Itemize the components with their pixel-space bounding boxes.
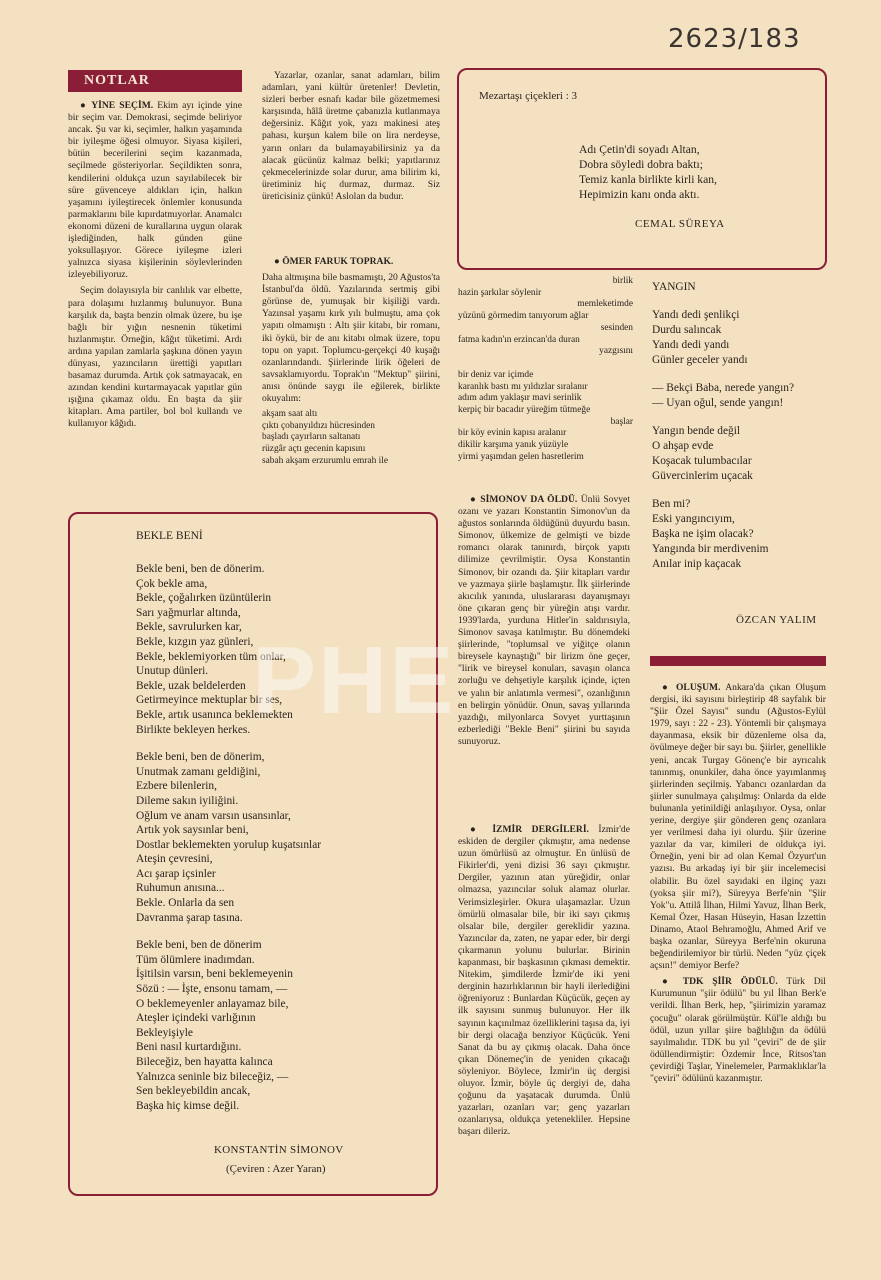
poem-line: Anılar inip kaçacak <box>652 558 742 570</box>
poem-line: Unutmak zamanı geldiğini, <box>136 765 261 778</box>
poem-line: Bekleyişiyle <box>136 1026 193 1039</box>
bullet-icon: ● <box>470 494 481 505</box>
poem-line: — Bekçi Baba, nerede yangın? <box>652 382 795 394</box>
mektup-line: sabah akşam erzurumlu emrah ile <box>262 455 388 466</box>
poem-line: Bekle beni, ben de dönerim <box>136 939 262 952</box>
bullet-icon: ● <box>662 976 683 988</box>
poem-line: Birlikte bekleyen herkes. <box>136 723 251 736</box>
mektup-line: sesinden <box>600 322 633 333</box>
yangin-poem <box>652 280 827 585</box>
mektup-line: başladı çayırların saltanatı <box>262 432 361 443</box>
mezartasi-author: CEMAL SÜREYA <box>635 218 725 230</box>
mektup-line: yirmi yaşımdan gelen hasretlerim <box>458 451 584 462</box>
poem-line: Yangında bir merdivenim <box>652 543 769 555</box>
poem-line: Temiz kanla birlikte kirli kan, <box>579 173 717 186</box>
poem-line: Yangın bende değil <box>652 425 741 437</box>
poem-line: Unutup dünleri. <box>136 665 209 678</box>
mektup-line: bir deniz var içimde <box>458 369 534 380</box>
poem-line: Ateşler içindeki varlığının <box>136 1012 256 1025</box>
bullet-icon: ● <box>662 682 676 693</box>
poem-line: Ruhumun anısına... <box>136 882 225 895</box>
mektup-poem-start <box>262 409 440 467</box>
bullet-icon: ● <box>274 256 283 267</box>
mektup-line: hazin şarkılar söylenir <box>458 287 542 298</box>
poem-line: Bileceğiz, ben hayatta kalınca <box>136 1056 273 1068</box>
olusum-heading: OLUŞUM. <box>675 682 721 693</box>
secim-p1: Ekim ayı içinde yine bir seçim var. Demokrasi, seçimde beliriyor ancak. Şu var ki, seçimler, halkın yaşamında bir iyileşme öğesi olmuyor. Siyasa kişileri, bütün becerilerini seçim kazanmada, seçilmede gösteriyorlar. Seçildikten sonra, kendilerini oldukça uzun sayılabilecek bir süre güvenceye aldıkları için, halkın yaşamını iyileştirecek önlemler konusunda parmaklarını bile kıpırdatmıyorlar. Anamalcı ekonomi düzeni de kurallarına uygun olarak işlediğinden, halk günden güne yoksullaşıyor. Görece iyileşme izleri yalnızca siyasa kişilerinin söylevlerinden izleyebiliyoruz. <box>68 100 242 281</box>
poem-line: Adı Çetin'di soyadı Altan, <box>579 143 700 156</box>
mezartasi-poem <box>579 142 717 202</box>
mektup-line: başlar <box>610 416 633 427</box>
col2-text <box>262 70 440 207</box>
poem-line: Ben mi? <box>652 498 691 510</box>
poem-line: Bekle beni, ben de dönerim, <box>136 751 265 764</box>
poem-line: Durdu salıncak <box>652 324 722 336</box>
poem-line: Başka ne işim olacak? <box>652 528 754 540</box>
poem-line: Dileme sakın iyiliğini. <box>136 794 239 807</box>
poem-line: Günler geceler yandı <box>652 354 748 366</box>
poem-line: Getirmeyince mektuplar bir ses, <box>136 694 283 707</box>
mektup-line: karanlık bastı mı yıldızlar sıralanır <box>458 381 588 392</box>
izmir-note <box>458 824 630 1142</box>
bekle-title: BEKLE BENİ <box>136 530 203 542</box>
bullet-icon: ● <box>80 100 92 111</box>
bekle-translator: (Çeviren : Azer Yaran) <box>226 1163 326 1175</box>
bullet-icon: ● <box>470 824 493 835</box>
poem-line: Beni nasıl kurtardığını. <box>136 1041 242 1054</box>
izmir-heading: İZMİR DERGİLERİ. <box>492 824 589 835</box>
poem-line: Eski yangıncıyım, <box>652 513 735 525</box>
poem-line: Sarı yağmurlar altında, <box>136 606 241 619</box>
mektup-line: dikilir karşıma yanık yüzüyle <box>458 440 569 451</box>
handwritten-page-number: 2623/183 <box>668 24 801 54</box>
simonov-note <box>458 494 630 752</box>
olusum-note <box>650 682 826 1089</box>
mektup-line: yazgısını <box>599 346 633 357</box>
poem-line: Dobra söyledi dobra baktı; <box>579 158 703 171</box>
mektup-line: birlik <box>612 276 633 286</box>
tdk-text: Türk Dil Kurumunun "şiir ödülü" bu yıl İlhan Berk'e verildi. İlhan Berk, hep, "şiirimizin yaramaz çocuğu" olarak görülmüştür. Kül'le aldığı bu ödül, uzun yıllar şiire bağlılığın da ödülü sayılmalıdır. TDK bu yıl "çeviri" de de şiir ödüllendirmiştir: Özdemir İnce, Ritsos'tan çevirdiği Taşlar, Yinelemeler, Parmaklıklar'la "çeviri" ödülünü kazanmıştır. <box>650 976 826 1084</box>
section-divider-bar <box>650 656 826 666</box>
poem-line: Ateşin çevresini, <box>136 853 213 866</box>
poem-line: Bekle. Onlarla da sen <box>136 897 235 910</box>
poem-line: Tüm ölümlere inadımdan. <box>136 953 255 966</box>
poem-line: Başka hiç kimse değil. <box>136 1099 240 1112</box>
poem-line: Bekle, çoğalırken üzüntülerin <box>136 592 272 605</box>
poem-line: Oğlum ve anam varsın usansınlar, <box>136 809 291 822</box>
mektup-line: çıktı çobanyıldızı hücresinden <box>262 420 375 431</box>
mektup-line: memleketimde <box>577 299 633 310</box>
poem-line: Bekle, uzak beldelerden <box>136 679 246 692</box>
mektup-line: rüzgâr açtı gecenin kapısını <box>262 443 366 454</box>
mektup-line: yüzünü görmedim tanıyorum ağlar <box>458 311 589 322</box>
toprak-note <box>262 256 440 467</box>
poem-line: Güvercinlerim uçacak <box>652 470 753 482</box>
simonov-heading: SİMONOV DA ÖLDÜ. <box>480 494 578 505</box>
poem-line: O beklemeyenler anlayamaz bile, <box>136 997 289 1010</box>
mektup-line: kerpiç bir bacadır yüreğim tütmeğe <box>458 405 591 416</box>
mezartasi-box <box>457 68 827 270</box>
mektup-line: bir köy evinin kapısı aralanır <box>458 428 567 439</box>
poem-line: Yalnızca seninle biz bileceğiz, — <box>136 1070 289 1083</box>
poem-line: Davranma şarap tasına. <box>136 911 243 924</box>
tdk-heading: TDK ŞİİR ÖDÜLÜ. <box>682 976 778 988</box>
poem-line: Sözü : — İşte, ensonu tamam, — <box>136 983 288 996</box>
mezartasi-title: Mezartaşı çiçekleri : 3 <box>479 90 578 102</box>
poem-line: Sen bekleyebildin ancak, <box>136 1085 251 1098</box>
notlar-header: NOTLAR <box>68 70 242 92</box>
olusum-text: Ankara'da çıkan Oluşum dergisi, iki sayısını birleştirip 48 sayfalık bir "Şiir Özel Sayısı" sundu (Ağustos-Eylül 1979, sayı : 22 - 23). Yöntemli bir çalışmaya dayanmasa, eksik bir düzenleme olsa da, övülmeye değer bir sayı bu. Şiirler, genellikle yeni, ancak Turgay Gönenç'e bir ayrıcalık tanınmış, onunkiler, daha önce yayımlanmış şiirlerinden seçilmiş. Yabancı ozanlardan da şiirler sunulmaya çalışılmış: Onlarda da elde bulunanla yetinildiği anlaşılıyor. Oysa, onlar yerine, dergiye şiir gönderen genç ozanlara yer verilmesi daha iyi olurdu. Şiir üzerine yazılar da var, kimileri de oldukça iyi. Örneğin, yeni bir ad olan Kemal Özyurt'un yazısı. Bu arkadaş iyi bir şiir incelemecisi olabilir. Bu özel sayıdaki en ilginç yazı (yoksa şiir mi?), Süreyya Berfe'nin "Şiir Yok"u. Attilâ İlhan, Hilmi Yavuz, İlhan Berk, Kemal Özer, Hasan Hüseyin, Hasan İzzettin Dinamo, Ataol Behramoğlu, Ahmed Arif ve başka ozanlar, Süreyya Berfe'nin okuruna beğendirilemiyor bir türlü. Neden "yüz çiçek açsın!" demiyor Berfe? <box>650 682 826 972</box>
poem-line: — Uyan oğul, sende yangın! <box>652 397 784 409</box>
poem-line: Koşacak tulumbacılar <box>652 455 752 467</box>
poem-line: Artık yok saysınlar beni, <box>136 824 249 837</box>
poem-line: Çok bekle ama, <box>136 577 208 590</box>
poem-line: Yandı dedi yandı <box>652 339 730 351</box>
toprak-heading: ÖMER FARUK TOPRAK. <box>282 256 394 267</box>
mektup-line: fatma kadın'ın erzincan'da duran <box>458 334 580 345</box>
poem-line: İşitilsin varsın, beni beklemeyenin <box>136 968 293 981</box>
bekle-author: KONSTANTİN SİMONOV <box>214 1144 344 1156</box>
poem-line: Acı şarap içsinler <box>136 867 216 880</box>
poem-line: Yandı dedi şenlikçi <box>652 309 740 321</box>
secim-note <box>68 100 242 435</box>
poem-line: Bekle, kızgın yaz günleri, <box>136 635 254 648</box>
secim-p2: Seçim dolayısıyla bir canlılık var elbette, para dolaşımı hızlanmış bulunuyor. Buna karşılık da, başta benzin olmak üzere, bu işe bağlı bir yığın nesnenin tüketimi hızlanmıştır. Örneğin, kâğıt tüketimi. Ardı ardına yapılan zamlarla şaşkına dönen yayın dünyası, yazıncıların ürettiği yapıtları basamaz durumda. Artık çok satmayacak, en azından kendini kurtarmayacak yapıtlar gün ışığına çıkamaz oldu. En başta da şiir kitapları. Ama partiler, bol bol kullandı ve kullanıyor kâğıdı. <box>68 285 242 430</box>
poem-line: Bekle, artık usanınca beklemekten <box>136 708 293 721</box>
watermark: PHE <box>252 627 456 734</box>
yangin-title: YANGIN <box>652 281 696 293</box>
mektup-poem-cont <box>458 276 633 464</box>
poem-line: Bekle, beklemiyorken tüm onlar, <box>136 650 286 663</box>
poem-line: Ezbere bilenlerin, <box>136 780 217 793</box>
kultur-paragraph: Yazarlar, ozanlar, sanat adamları, bilim adamları, yani kültür üretenler! Devletin, sizleri berber esnafı kadar bile gözetmemesi karşısında, hâlâ üretme çabanızla kutlanmaya değersiniz. Kâğıt yok, yazı makinesi ateş pahası, kurşun kalem bile on lira nerdeyse, yarın onları da bulamayabilirsiniz ya da alacak gücünüz kalmaz belki; yapıtlarınız çekmecelerinizde solar durur, ama bilirim ki, üretiminiz hiç durmaz, durmaz. Siz üreticisiniz çünkü! Aslolan da budur. <box>262 70 440 202</box>
izmir-text: İzmir'de eskiden de dergiler çıkmıştır, ama nedense uzun ömürlüsü az olmuştur. En ünlüsü de Fikirler'di, yeni dizisi 36 sayı çıkmıştır. Dergiler, yazının atan yüreğidir, onlar olmazsa, yazıncılar soluk alamaz olurlar. Verimsizleşirler. Okura ulaşamazlar. Uzun ömürlü olmasalar bile, bir iki sayı çıkmış olsalar bile, dergiler gereklidir yazına. Yazıncılar da, zaten, ne yapar eder, bir dergi çıkarmanın yolunu bulurlar. Birinin kapanması, bir başkasının çıkması demektir. Nitekim, şimdilerde İzmir'de iki yeni derginin hazırlıklarının bir hayli ilerlediğini öğreniyoruz : Bunlardan Küçücük, geçen ay ilk sayısını sunmuş bulunuyor. Her ilk sayının kaçınılmaz özelliklerini taşısa da, iyi bir dergi olacağa benziyor Küçücük. Yeni Sanat da bu ay çıkmış olacak. Daha önce çıkan Dönemeç'in de yeniden çıkacağı söyleniyor. Böylece, İzmir'in üç dergisi oluyor. İzmir, böyle üç dergiyi de, daha çoğunu da yaşatacak durumda. Ünlü yazarları, ozanları var; genç yazarları ozanlarıysa, oldukça yetenekliler. Hepsine başarı dileriz. <box>458 824 630 1138</box>
poem-line: Bekle beni, ben de dönerim. <box>136 563 265 575</box>
poem-line: Hepimizin kanı onda aktı. <box>579 188 700 201</box>
simonov-text: Ünlü Sovyet ozanı ve yazarı Konstantin Simonov'un da ağustos sonlarında öldüğünü duyurdu basın. Simonov, ülkemize de gelmişti ve bizde romancı olarak tanınırdı, birçok yapıtı dilimize çevrilmiştir. Oysa Konstantin Simonov, bir ozandı da. Şiir kitapları vardır ve yazmaya şiirle başlamıştır. İlk şiirlerinde akıcılık yanında, uluslararası dayanışmayı öne çıkaran genç bir yüreğin atışı vardır. 1939'larda, yurduna Hitler'in saldırısıyla, Simonov savaşa katılmıştır. Bu dönemdeki şiirlerinde, "toplumsal ve yiğitçe olanın bireysele kaynaştığı" bir lirizm öne geçer, "lirik ve bireysel konuları, savaşın olanca zorluğu ve dehşetiyle karşılık içinde, içten ve yalın bir anlatımla vermesi", ozanlığının en belirgin yönüdür. Onun, savaş yıllarında yazdığı, milyonlarca Sovyet yurttaşının ezberlediği "Bekle Beni" şiirini bu sayıda sunuyoruz. <box>458 494 630 747</box>
poem-line: Dostlar beklemekten yorulup kuşatsınlar <box>136 838 322 851</box>
mektup-line: akşam saat altı <box>262 409 318 420</box>
mektup-line: adım adım yaklaşır mavi serinlik <box>458 393 582 404</box>
secim-heading: YİNE SEÇİM. <box>91 100 154 111</box>
poem-line: Bekle, savrulurken kar, <box>136 621 242 634</box>
yangin-author: ÖZCAN YALIM <box>736 614 817 626</box>
bekle-beni-box <box>68 512 438 1196</box>
poem-line: O ahşap evde <box>652 440 714 452</box>
toprak-p1: Daha altmışına bile basmamıştı, 20 Ağustos'ta İstanbul'da öldü. Yazılarında sertmiş gibi görünse de, yumuşak bir kişiliği vardı. Yazınsal yaşamı kırk yılı bulmuştu, ama çok yapıtı olmamıştı : Altı şiir kitabı, bir romanı, iki öykü, bir de anı kitabı olmak üzere, topu topu on yapıt. Toplumcu-gerçekçi 40 kuşağı ozanlarındandı. Şiirlerinde lirik öğeleri de savsaklamıyordu. Toprak'ın "Mektup" şiirini, anısı önünde saygı ile eğilerek, birlikte okuyalım: <box>262 272 440 405</box>
